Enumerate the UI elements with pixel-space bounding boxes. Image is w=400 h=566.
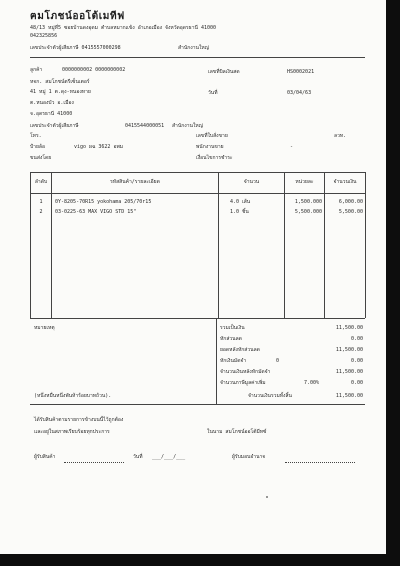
sales-value: -	[290, 144, 294, 150]
grand-total-label: จำนวนเงินรวมทั้งสิ้น	[248, 393, 292, 399]
company-sign: ในนาม สมโภชน์ออโต้มีทซ์	[207, 429, 267, 435]
vat-rate: 7.00%	[304, 380, 320, 386]
company-tax-id: เลขประจำตัวผู้เสียภาษี 0415557000298	[30, 45, 121, 51]
header-no: ลำดับ	[34, 179, 48, 185]
credit-label: เงื่อนไขการชำระ	[196, 155, 233, 161]
ref-value: ลวท.	[334, 133, 347, 139]
customer-phone-label: โทร.	[30, 133, 42, 139]
scan-speck	[266, 496, 268, 498]
customer-code-value: 0000000002 0000000002	[62, 67, 126, 73]
deposit-value: 0.00	[350, 358, 363, 364]
deposit-label: หักเงินมัดจำ	[220, 358, 247, 364]
customer-address-1: 41 หมู่ 1 ต.ดุง-หนองหาย	[30, 89, 91, 95]
customer-branch: สำนักงานใหญ่	[172, 123, 203, 129]
receiver-label: ผู้รับสินค้า	[34, 454, 56, 460]
row-unit-price: 5,500.000	[294, 209, 322, 215]
after-discount-label: ยอดหลังหักส่วนลด	[220, 347, 260, 353]
doc-date-label: วันที่	[208, 90, 218, 96]
receiver-sign-line	[64, 462, 124, 463]
total-value: 11,500.00	[335, 325, 363, 331]
row-no: 2	[39, 209, 43, 215]
received-line-1: ได้รับสินค้าตามรายการข้างบนนี้ไว้ถูกต้อง	[34, 417, 124, 423]
after-discount-value: 11,500.00	[335, 347, 363, 353]
row-qty: 1.0 ชิ้น	[230, 209, 249, 215]
row-no: 1	[39, 199, 43, 205]
company-branch: สำนักงานใหญ่	[178, 45, 209, 51]
car-label: ป้ายล้อ	[30, 144, 45, 150]
sales-label: พนักงานขาย	[196, 144, 224, 150]
customer-tax-id-value: 0415544000051	[125, 123, 165, 129]
total-label: รวมเป็นเงิน	[220, 325, 245, 331]
vat-value: 0.00	[350, 380, 363, 386]
vat-label: จำนวนภาษีมูลค่าเพิ่ม	[220, 380, 266, 386]
authorized-sign-line	[285, 462, 355, 463]
scan-shadow-bottom	[0, 554, 400, 566]
header-divider	[30, 57, 365, 58]
row-description: 03-0225-63 MAX VIGO STD 15"	[55, 209, 137, 215]
car-value: vigo ผฉ 3622 อพม	[74, 144, 124, 150]
company-name: ฅมโภชน์ออโต้เมทีฟ	[30, 11, 125, 22]
row-qty: 4.0 เส้น	[230, 199, 251, 205]
header-qty: จำนวน	[243, 179, 260, 185]
company-address: 48/13 หมู่ที่5 ซอยบ้านดงอุดม ตำบลหมากแข้ง อำเภอเมือง จังหวัดอุดรธานี 41000	[30, 25, 217, 31]
row-amount: 5,500.00	[338, 209, 363, 215]
footer-date-label: วันที่	[133, 454, 143, 460]
doc-number-value: HS0002021	[287, 69, 315, 75]
doc-date-value: 03/04/63	[287, 90, 312, 96]
deliver-label: ขนส่งโดย	[30, 155, 52, 161]
notes-label: หมายเหตุ	[34, 325, 55, 331]
customer-tax-id-label: เลขประจำตัวผู้เสียภาษี	[30, 123, 79, 129]
scan-shadow-right	[386, 0, 400, 566]
row-description: 0Y-8205-70R15 yokohama 205/70r15	[55, 199, 152, 205]
header-unit-price: หน่วยละ	[295, 179, 314, 185]
customer-code-label: ลูกค้า	[30, 67, 43, 73]
discount-label: หักส่วนลด	[220, 336, 242, 342]
discount-value: 0.00	[350, 336, 363, 342]
ref-label: เลขที่ใบสั่งขาย	[196, 133, 228, 139]
deposit-extra: 0	[276, 358, 280, 364]
after-deposit-label: จำนวนเงินหลังหักมัดจำ	[220, 369, 271, 375]
grand-total-value: 11,500.00	[335, 393, 363, 399]
customer-name: หจก. สมโภชน์ตรีเซ็นเตอร์	[30, 79, 90, 85]
company-phone: 042325856	[30, 33, 58, 39]
customer-address-3: จ.อุดรธานี 41000	[30, 111, 73, 117]
footer-date-blank: ___/___/___	[152, 454, 186, 460]
amount-in-words: (หนึ่งหมื่นหนึ่งพันห้าร้อยบาทถ้วน).	[34, 393, 112, 399]
row-amount: 6,000.00	[338, 199, 363, 205]
header-amount: จำนวนเงิน	[333, 179, 357, 185]
customer-address-2: ต.หนองบัว อ.เมือง	[30, 100, 74, 106]
authorized-label: ผู้รับมอบอำนาจ	[232, 454, 266, 460]
row-unit-price: 1,500.000	[294, 199, 322, 205]
header-description: รหัสสินค้า/รายละเอียด	[110, 179, 160, 185]
after-deposit-value: 11,500.00	[335, 369, 363, 375]
received-line-2: และอยู่ในสภาพเรียบร้อยทุกประการ	[34, 429, 110, 435]
doc-number-label: เลขที่บิลเงินสด	[208, 69, 240, 75]
